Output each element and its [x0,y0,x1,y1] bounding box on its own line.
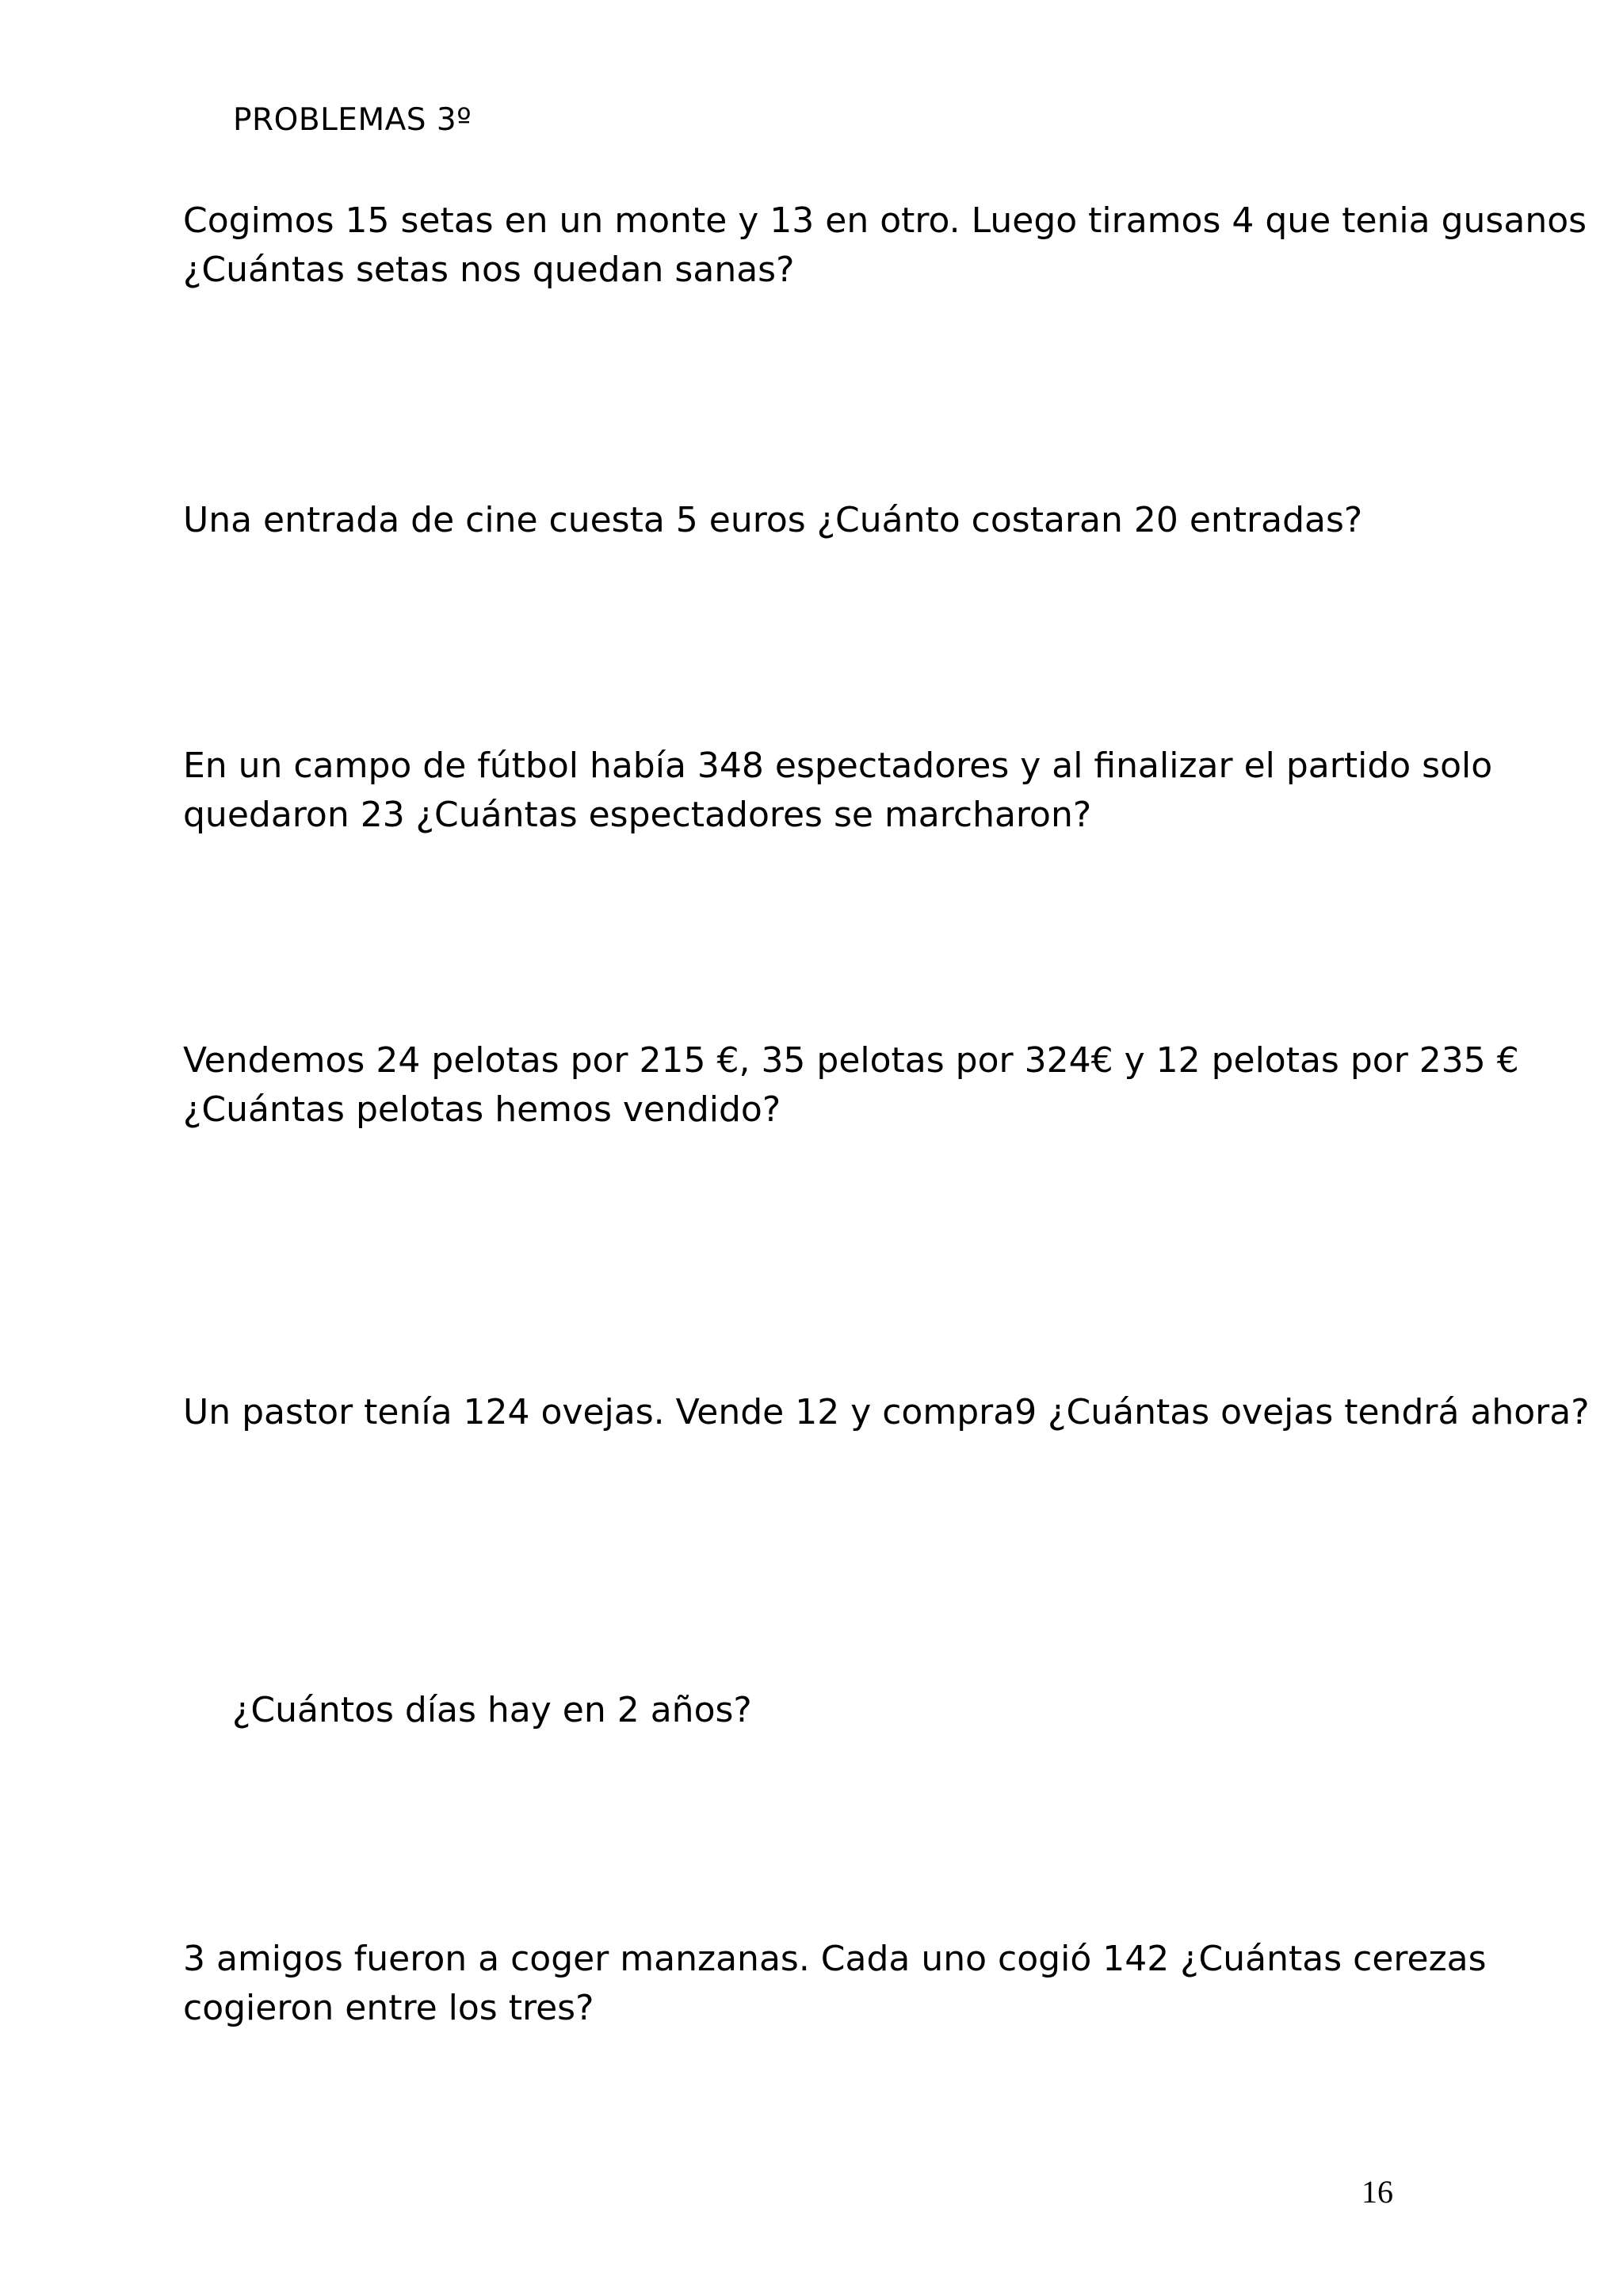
problem-1-line-2: ¿Cuántas setas nos quedan sanas? [183,250,795,290]
problem-3-line-2: quedaron 23 ¿Cuántas espectadores se marcharon? [183,795,1092,835]
problem-2-line-1: Una entrada de cine cuesta 5 euros ¿Cuánto costaran 20 entradas? [183,500,1363,540]
problem-3 [183,742,1492,840]
problem-6-line-1: ¿Cuántos días hay en 2 años? [232,1690,752,1730]
page-number: 16 [1361,2174,1393,2210]
problem-5-line-1: Un pastor tenía 124 ovejas. Vende 12 y compra9 ¿Cuántas ovejas tendrá ahora? [183,1392,1590,1432]
page-heading: PROBLEMAS 3º [233,102,472,138]
problem-4-line-1: Vendemos 24 pelotas por 215 €, 35 pelotas por 324€ y 12 pelotas por 235 € [183,1040,1519,1081]
problem-7 [183,1935,1487,2033]
problem-7-line-2: cogieron entre los tres? [183,1988,594,2028]
problem-6 [232,1686,752,1735]
problem-7-line-1: 3 amigos fueron a coger manzanas. Cada uno cogió 142 ¿Cuántas cerezas [183,1939,1487,1979]
problem-2 [183,496,1362,545]
problem-5 [183,1388,1590,1437]
problem-3-line-1: En un campo de fútbol había 348 espectadores y al finalizar el partido solo [183,746,1493,786]
problem-4 [183,1036,1519,1135]
problem-1 [183,196,1587,295]
problem-4-line-2: ¿Cuántas pelotas hemos vendido? [183,1089,781,1130]
problem-1-line-1: Cogimos 15 setas en un monte y 13 en otro. Luego tiramos 4 que tenia gusanos [183,200,1587,241]
